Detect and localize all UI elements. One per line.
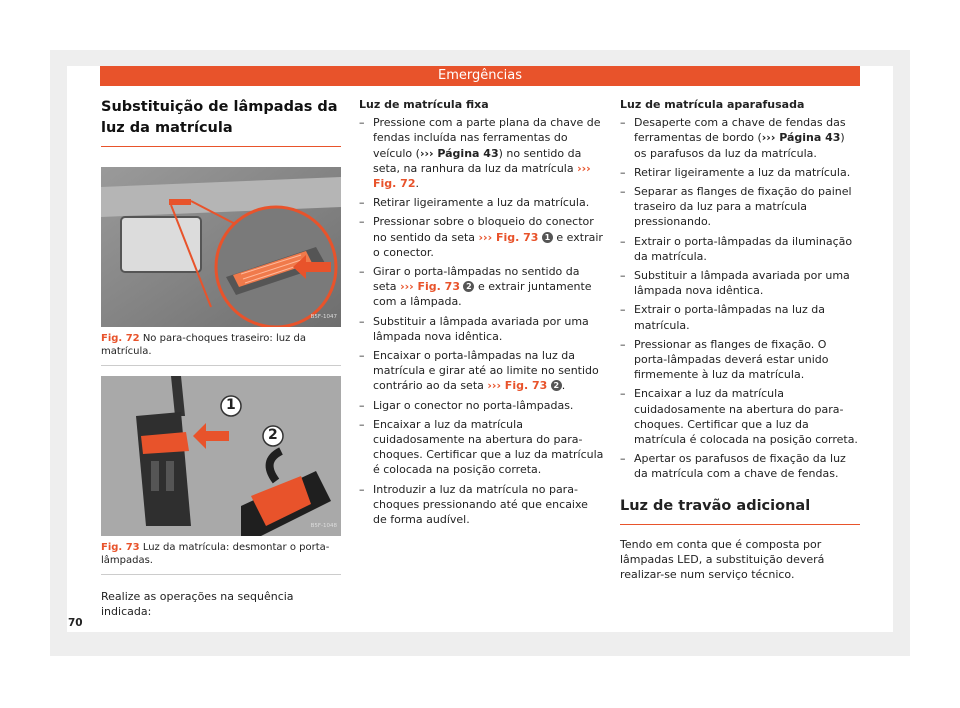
section-body: Tendo em conta que é composta por lâmpadas LED, a substituição deverá realizar-se num serviço técnico.	[620, 537, 825, 582]
figure-code: B5F-1047	[310, 313, 337, 320]
marker-2: 2	[268, 427, 278, 443]
list-item: – Pressionar sobre o bloqueio do conector no sentido da seta ››› Fig. 73 1 e extrair o conector.	[359, 214, 604, 260]
marker-1: 1	[226, 397, 236, 413]
caption-text: No para-choques traseiro: luz da matrícula.	[101, 333, 306, 357]
figure-72-caption	[101, 332, 341, 366]
figure-link[interactable]: ››› Fig. 73	[400, 280, 460, 294]
section-title: Luz de travão adicional	[620, 496, 860, 525]
page-link[interactable]: ››› Página 43	[761, 131, 841, 145]
list-item: – Encaixar o porta-lâmpadas na luz da matrícula e girar até ao limite no sentido contrário ao da seta ››› Fig. 73 2 .	[359, 348, 604, 394]
list-item: – Pressionar as flanges de fixação. O porta-lâmpadas deverá estar unido firmemente à luz da matrícula.	[620, 337, 860, 383]
subsection-heading: Luz de matrícula aparafusada	[620, 98, 805, 111]
figure-link[interactable]: ››› Fig. 72	[373, 161, 591, 191]
list-item: – Extrair o porta-lâmpadas da iluminação da matrícula.	[620, 234, 860, 264]
column-3	[620, 97, 860, 582]
list-item: – Extrair o porta-lâmpadas na luz da matrícula.	[620, 302, 860, 332]
figure-link[interactable]: ››› Fig. 73	[487, 379, 548, 393]
section-title: Substituição de lâmpadas da luz da matrícula	[101, 97, 341, 147]
figure-link[interactable]: ››› Fig. 73	[478, 230, 539, 244]
list-item: – Pressione com a parte plana da chave de fendas incluída nas ferramentas do veículo (››› Página 43) no sentido da seta, na ranhura da luz da matrícula ››› Fig. 72.	[359, 115, 604, 191]
caption-text: Luz da matrícula: desmontar o porta-lâmpadas.	[101, 542, 330, 566]
list-item: – Retirar ligeiramente a luz da matrícula.	[620, 165, 860, 180]
list-item: – Ligar o conector no porta-lâmpadas.	[359, 398, 604, 413]
list-item: – Girar o porta-lâmpadas no sentido da seta ››› Fig. 73 2 e extrair juntamente com a lâmpada.	[359, 264, 604, 310]
page-number: 70	[68, 617, 83, 629]
figure-72	[101, 167, 341, 327]
callout-number: 2	[551, 380, 562, 391]
step-list	[620, 115, 860, 481]
lamp-holder-illustration	[101, 376, 341, 536]
callout-number: 1	[542, 232, 553, 243]
figure-73	[101, 376, 341, 536]
page-link[interactable]: ››› Página 43	[419, 146, 499, 160]
list-item: – Introduzir a luz da matrícula no para-choques pressionando até que encaixe de forma audível.	[359, 482, 604, 528]
column-2	[359, 97, 604, 531]
callout-number: 2	[463, 281, 474, 292]
figure-73-caption	[101, 541, 341, 575]
list-item: – Encaixar a luz da matrícula cuidadosamente na abertura do para-choques. Certificar que a luz da matrícula é colocada na posição correta.	[620, 386, 860, 447]
intro-text: Realize as operações na sequência indicada:	[101, 590, 294, 619]
figure-label: Fig. 73	[101, 542, 140, 553]
step-list	[359, 115, 604, 527]
column-1	[101, 97, 341, 619]
list-item: – Desaperte com a chave de fendas das ferramentas de bordo (››› Página 43) os parafusos da luz da matrícula.	[620, 115, 860, 161]
subsection-heading: Luz de matrícula fixa	[359, 98, 489, 111]
list-item: – Retirar ligeiramente a luz da matrícula.	[359, 195, 604, 210]
list-item: – Substituir a lâmpada avariada por uma lâmpada nova idêntica.	[359, 314, 604, 344]
list-item: – Substituir a lâmpada avariada por uma lâmpada nova idêntica.	[620, 268, 860, 298]
bumper-license-light-illustration	[101, 167, 341, 327]
list-item: – Apertar os parafusos de fixação da luz da matrícula com a chave de fendas.	[620, 451, 860, 481]
list-item: – Encaixar a luz da matrícula cuidadosamente na abertura do para-choques. Certificar que a luz da matrícula é colocada na posição correta.	[359, 417, 604, 478]
figure-code: B5F-1048	[310, 522, 337, 529]
chapter-header: Emergências	[100, 66, 860, 86]
list-item: – Separar as flanges de fixação do painel traseiro da luz para a matrícula pressionando.	[620, 184, 860, 230]
figure-label: Fig. 72	[101, 333, 140, 344]
